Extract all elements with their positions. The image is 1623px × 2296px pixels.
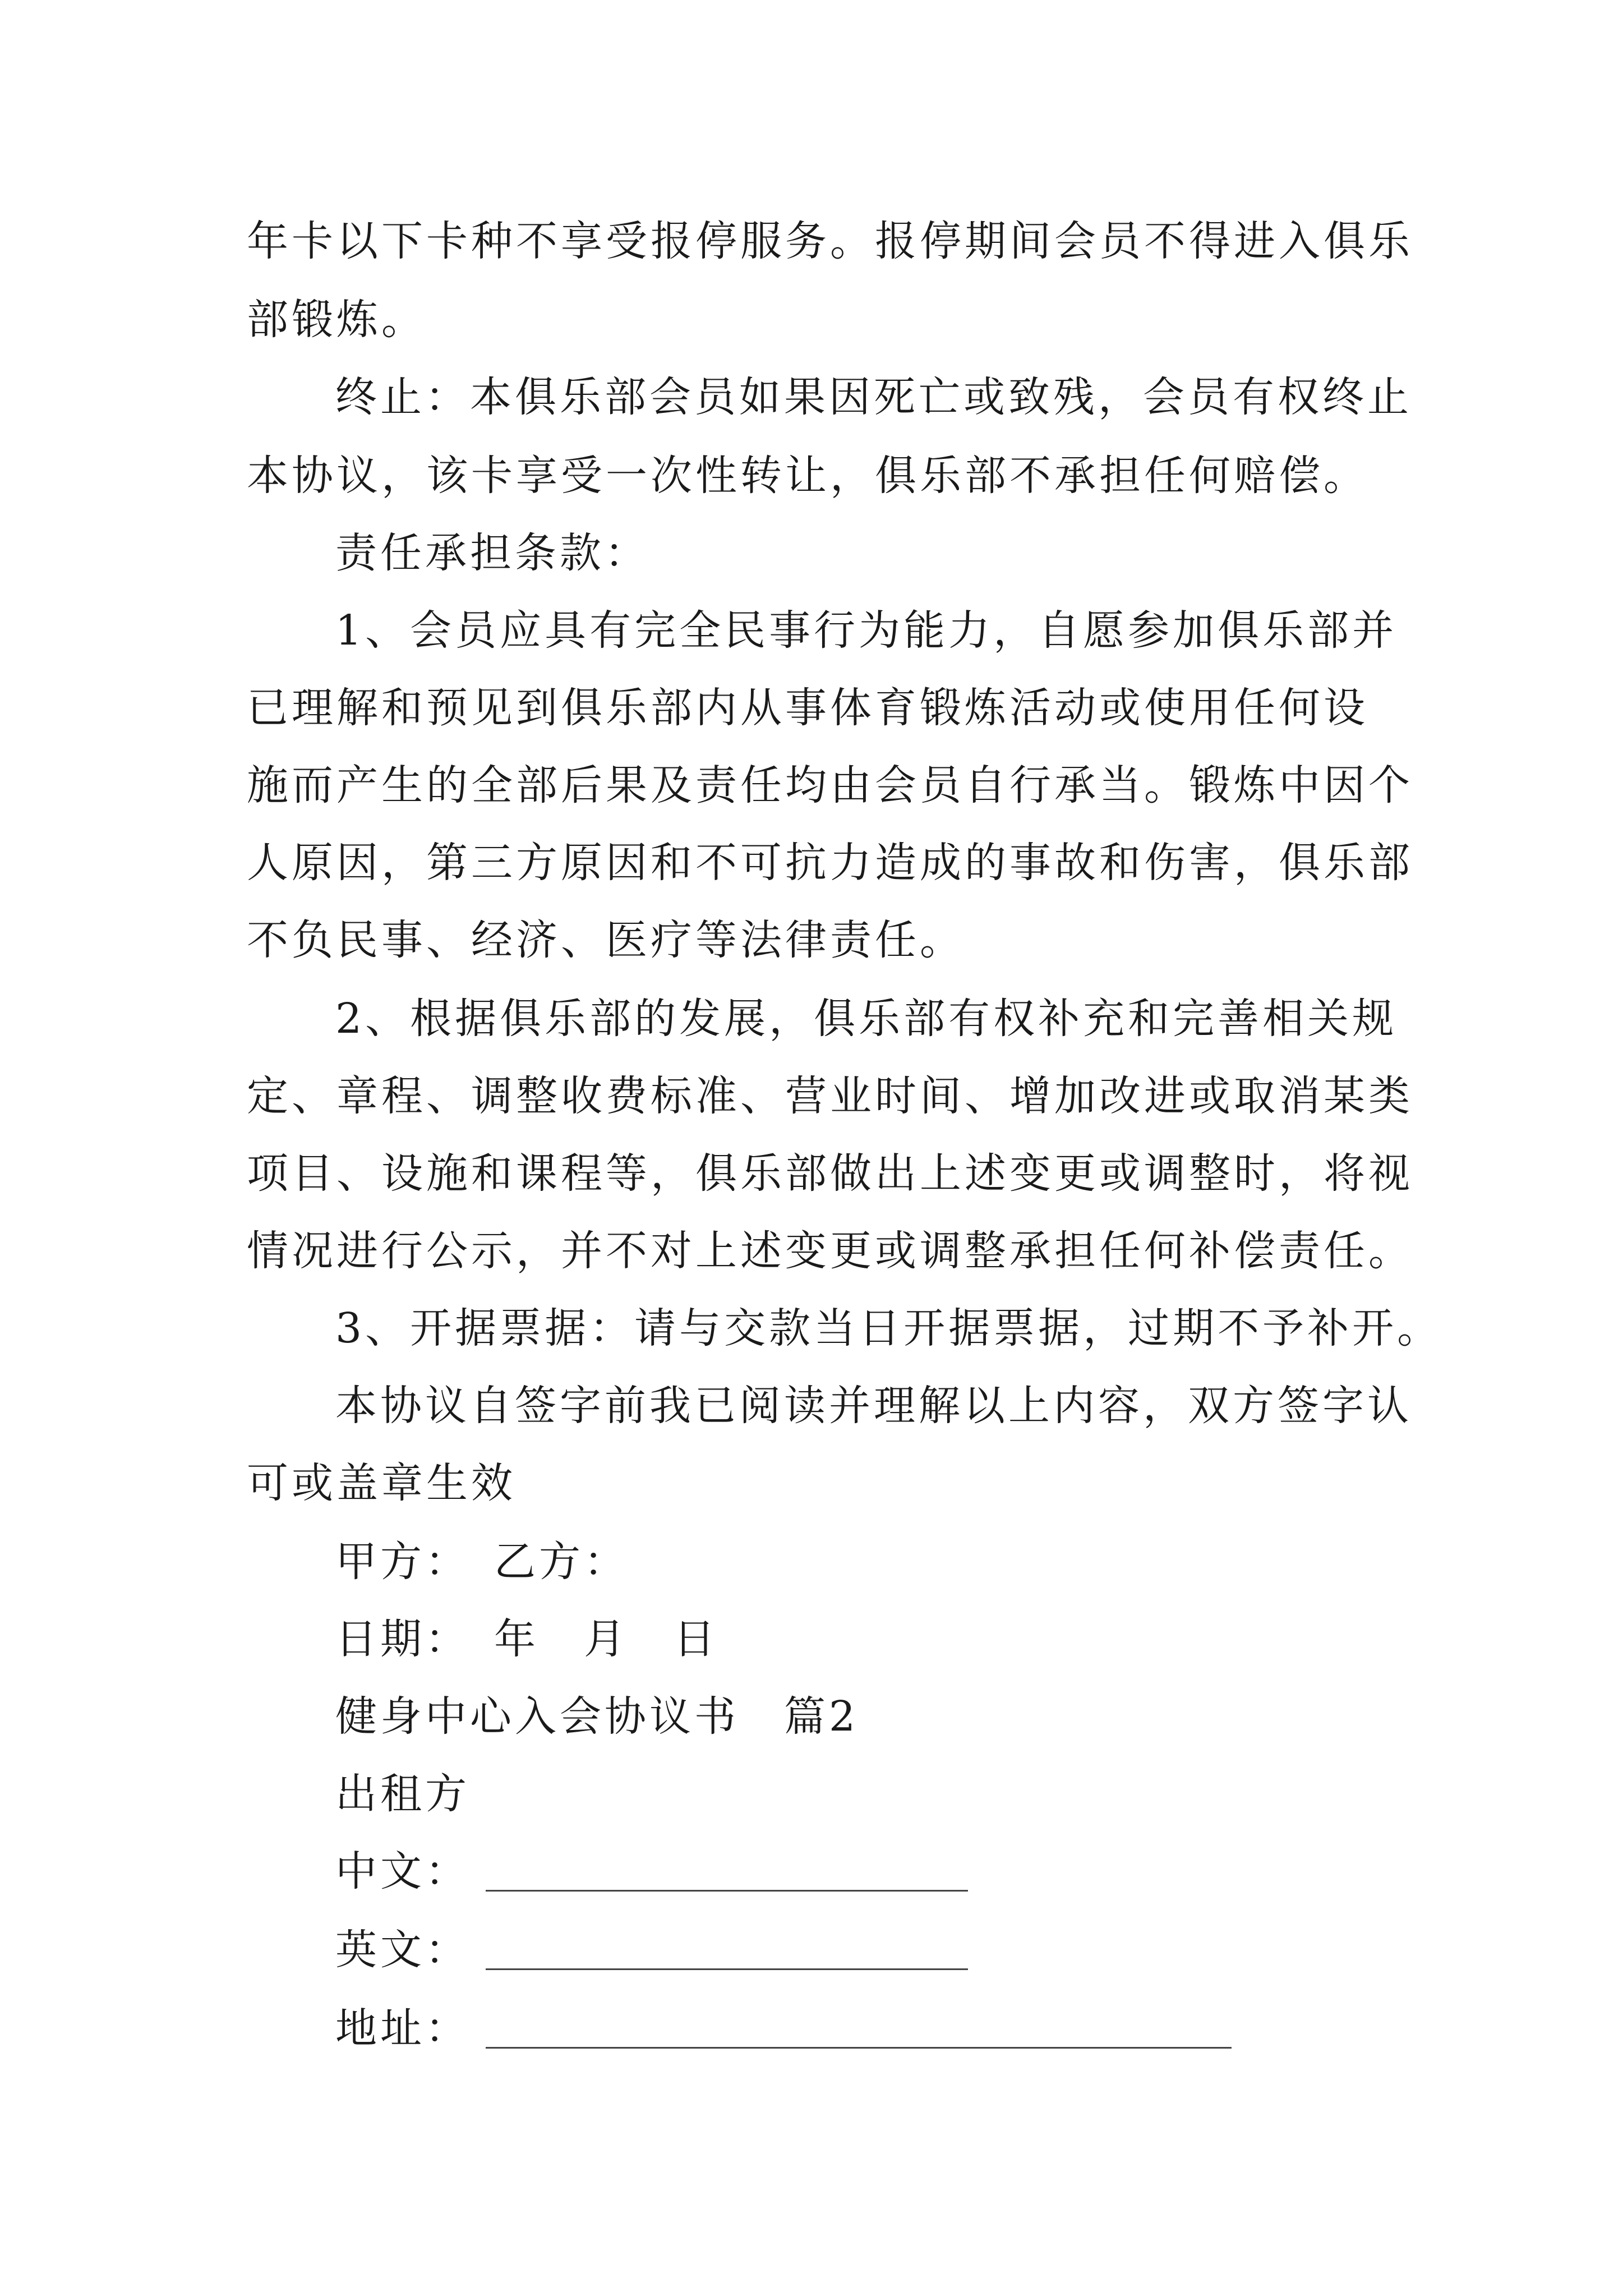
paragraph-line: 终止：本俱乐部会员如果因死亡或致残，会员有权终止 (335, 373, 1412, 421)
paragraph-line: 本协议，该卡享受一次性转让，俱乐部不承担任何赔偿。 (247, 452, 1368, 500)
paragraph-line: 情况进行公示，并不对上述变更或调整承担任何补偿责任。 (247, 1227, 1413, 1275)
paragraph-line: 项目、设施和课程等，俱乐部做出上述变更或调整时，将视 (247, 1149, 1413, 1198)
address-label: 地址： (335, 2004, 470, 2053)
paragraph-line: 可或盖章生效 (247, 1459, 516, 1507)
chinese-name-label: 中文： (335, 1847, 470, 1895)
english-name-row (335, 1922, 968, 1978)
signature-date: 日期： 年 月 日 (335, 1615, 718, 1663)
section-heading: 责任承担条款： (335, 529, 649, 577)
paragraph-line: 定、章程、调整收费标准、营业时间、增加改进或取消某类 (247, 1072, 1413, 1120)
english-name-label: 英文： (335, 1926, 470, 1974)
english-name-field[interactable] (486, 1934, 968, 1970)
paragraph-line: 人原因，第三方原因和不可抗力造成的事故和伤害，俱乐部 (247, 839, 1413, 887)
paragraph-line: 部锻炼。 (247, 296, 426, 344)
lessor-heading: 出租方 (335, 1770, 470, 1818)
paragraph-line: 施而产生的全部后果及责任均由会员自行承当。锻炼中因个 (247, 761, 1413, 809)
paragraph-line: 不负民事、经济、医疗等法律责任。 (247, 916, 965, 964)
paragraph-line: 2、根据俱乐部的发展，俱乐部有权补充和完善相关规 (335, 995, 1398, 1043)
paragraph-line: 年卡以下卡种不享受报停服务。报停期间会员不得进入俱乐 (247, 217, 1413, 265)
section-title: 健身中心入会协议书 篇2 (335, 1692, 859, 1741)
paragraph-line: 3、开据票据：请与交款当日开据票据，过期不予补开。 (335, 1304, 1442, 1352)
chinese-name-row (335, 1843, 968, 1899)
address-field[interactable] (486, 2012, 1232, 2049)
paragraph-line: 已理解和预见到俱乐部内从事体育锻炼活动或使用任何设 (247, 684, 1368, 732)
paragraph-line: 1、会员应具有完全民事行为能力，自愿参加俱乐部并 (335, 606, 1398, 655)
paragraph-line: 本协议自签字前我已阅读并理解以上内容，双方签字认 (335, 1382, 1412, 1430)
signature-parties: 甲方： 乙方： (335, 1538, 629, 1586)
address-row (335, 2000, 1232, 2056)
chinese-name-field[interactable] (486, 1855, 968, 1892)
